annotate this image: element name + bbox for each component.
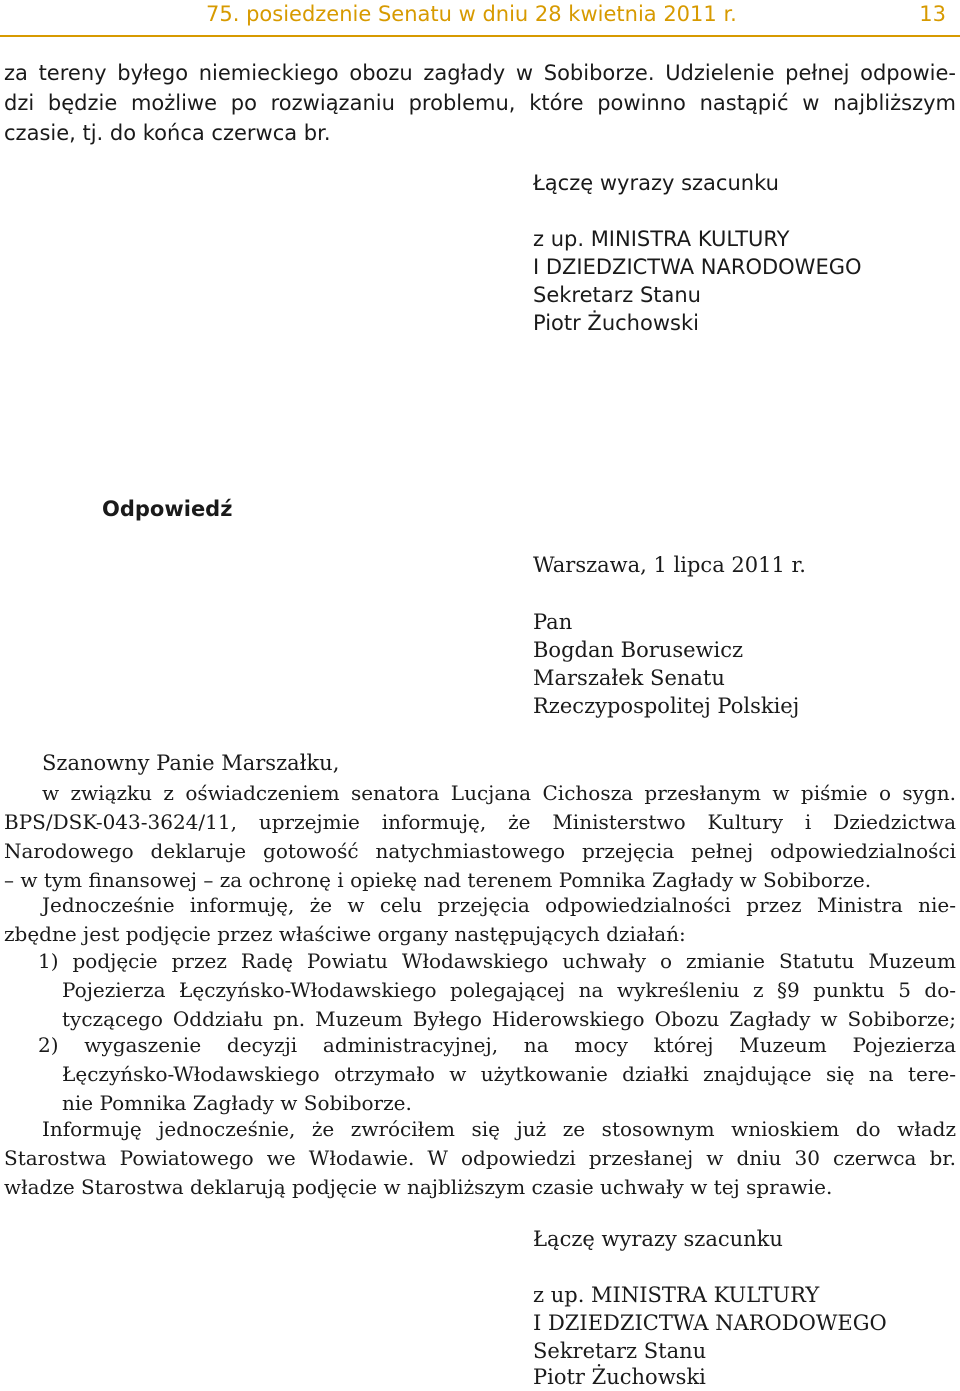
closing-greeting: Łączę wyrazy szacunku: [533, 1227, 783, 1251]
text-line: BPS/DSK-043-3624/11, uprzejmie informuję, że Ministerstwo Kultury i Dziedzictwa: [4, 810, 956, 834]
running-header: [0, 2, 960, 30]
text-line: tyczącego Oddziału pn. Muzeum Byłego Hiderowskiego Obozu Zagłady w Sobiborze;: [62, 1007, 956, 1031]
section-heading: Odpowiedź: [102, 497, 233, 521]
signature-line: Sekretarz Stanu: [533, 1339, 707, 1363]
addressee-line: Bogdan Borusewicz: [533, 638, 744, 662]
letter-date: Warszawa, 1 lipca 2011 r.: [533, 553, 806, 577]
addressee-line: Rzeczypospolitej Polskiej: [533, 694, 800, 718]
text-line: za tereny byłego niemieckiego obozu zagłady w Sobiborze. Udzielenie pełnej odpowie-: [4, 61, 956, 85]
signature-line: I DZIEDZICTWA NARODOWEGO: [533, 255, 862, 279]
body-paragraph: [4, 1115, 956, 1202]
text-line: w związku z oświadczeniem senatora Lucjana Cichosza przesłanym w piśmie o sygn.: [42, 781, 956, 805]
signature-line: z up. MINISTRA KULTURY: [533, 227, 790, 251]
text-line: czasie, tj. do końca czerwca br.: [4, 121, 331, 145]
text-line: Pojezierza Łęczyńsko-Włodawskiego polegającej na wykreśleniu z §9 punktu 5 do-: [62, 978, 956, 1002]
text-line: – w tym finansowej – za ochronę i opiekę nad terenem Pomnika Zagłady w Sobiborze.: [4, 868, 872, 892]
top-paragraph: [4, 58, 956, 148]
body-paragraph: [4, 891, 956, 949]
signature-line: Sekretarz Stanu: [533, 283, 701, 307]
signature-name: Piotr Żuchowski: [533, 1365, 706, 1389]
list-item: [24, 947, 956, 1034]
addressee-line: Pan: [533, 610, 573, 634]
addressee-line: Marszałek Senatu: [533, 666, 725, 690]
signature-name: Piotr Żuchowski: [533, 311, 699, 335]
signature-line: z up. MINISTRA KULTURY: [533, 1283, 820, 1307]
closing-greeting: Łączę wyrazy szacunku: [533, 171, 779, 195]
list-item: [24, 1031, 956, 1118]
text-line: 1) podjęcie przez Radę Powiatu Włodawskiego uchwały o zmianie Statutu Muzeum: [38, 949, 956, 973]
page-number: 13: [919, 2, 946, 26]
text-line: Narodowego deklaruje gotowość natychmiastowego przejęcia pełnej odpowiedzialności: [4, 839, 956, 863]
text-line: Starostwa Powiatowego we Włodawie. W odpowiedzi przesłanej w dniu 30 czerwca br.: [4, 1146, 956, 1170]
signature-line: I DZIEDZICTWA NARODOWEGO: [533, 1311, 887, 1335]
text-line: Informuję jednocześnie, że zwróciłem się już ze stosownym wnioskiem do władz: [42, 1117, 956, 1141]
header-title: 75. posiedzenie Senatu w dniu 28 kwietnia 2011 r.: [206, 2, 737, 26]
salutation: Szanowny Panie Marszałku,: [42, 751, 340, 775]
text-line: Jednocześnie informuję, że w celu przejęcia odpowiedzialności przez Ministra nie-: [42, 893, 956, 917]
text-line: Łęczyńsko-Włodawskiego otrzymało w użytkowanie działki znajdujące się na tere-: [62, 1062, 956, 1086]
text-line: dzi będzie możliwe po rozwiązaniu problemu, które powinno nastąpić w najbliższym: [4, 91, 956, 115]
body-paragraph: [4, 779, 956, 895]
text-line: zbędne jest podjęcie przez właściwe organy następujących działań:: [4, 922, 686, 946]
text-line: 2) wygaszenie decyzji administracyjnej, na mocy której Muzeum Pojezierza: [38, 1033, 956, 1057]
text-line: władze Starostwa deklarują podjęcie w najbliższym czasie uchwały w tej sprawie.: [4, 1175, 833, 1199]
header-rule: [0, 35, 960, 37]
text-line: nie Pomnika Zagłady w Sobiborze.: [62, 1091, 412, 1115]
